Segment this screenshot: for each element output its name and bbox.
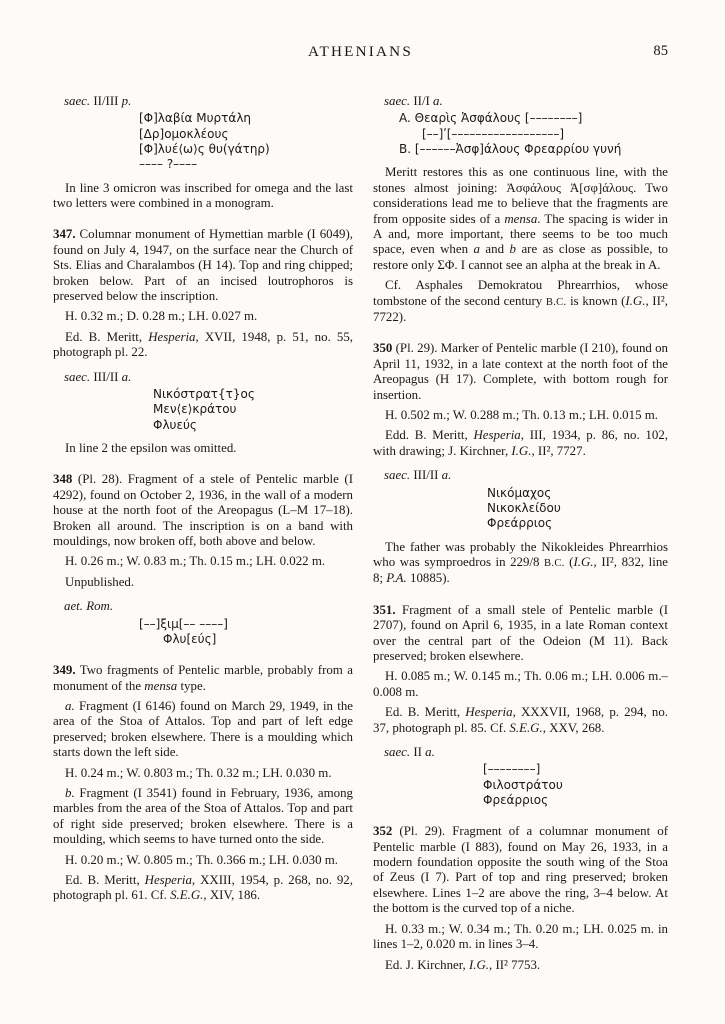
edition-line (373, 958, 668, 973)
greek-line: –––– ?–––– (139, 157, 198, 172)
text-run: Ed. J. Kirchner, (385, 957, 469, 972)
greek-inscription (373, 762, 668, 808)
text-run: 351. (373, 602, 396, 617)
entry-paragraph (373, 341, 668, 403)
greek-line: Φρεάρριος (487, 516, 553, 531)
text-run: II/III (90, 94, 122, 108)
greek-inscription (53, 387, 353, 433)
text-run: aet. Rom. (64, 599, 114, 614)
dimensions-line (373, 922, 668, 953)
text-run: 348 (53, 472, 73, 487)
date-heading (53, 94, 353, 109)
greek-line: [Δρ]ομοκλέους (139, 126, 229, 141)
text-run: (Pl. 29). Marker of Pentelic marble (I 210), found on April 11, 1932, in a late context at the north foot of the Areopagus (H 17). Complete, with bottom rough for insertion. (373, 341, 668, 402)
greek-line: [––]ξιμ[–– ––––] (139, 616, 228, 631)
text-run: , II², 832, line 8; (373, 554, 669, 586)
text-run: a. (121, 369, 132, 384)
greek-line: Φρεάρριος (483, 792, 549, 807)
text-run: Edd. B. Meritt, (385, 428, 474, 443)
greek-line: B. [––––––Ἀσφ]άλους Φρεαρρίου γυνή (399, 142, 622, 156)
left-column (53, 85, 353, 973)
text-run: , XVII, 1948, p. 51, no. 55, photograph pl. 22. (53, 329, 353, 360)
text-run: 352 (373, 824, 393, 839)
dimensions-line (373, 408, 668, 423)
text-run: II/I (410, 94, 434, 108)
paragraph (53, 575, 353, 590)
text-run: H. 0.26 m.; W. 0.83 m.; Th. 0.15 m.; LH. 0.022 m. (65, 554, 326, 569)
text-run: saec. (64, 369, 91, 384)
running-head: ATHENIANS (307, 43, 413, 60)
right-column (373, 85, 668, 973)
text-run: Cf. Asphales Demokratou Phrearrhios, whose tombstone of the second century (373, 278, 668, 308)
text-run: Ed. B. Meritt, (65, 329, 149, 344)
edition-line (373, 428, 668, 459)
greek-line: Φιλοστράτου (483, 777, 563, 792)
text-run: mensa (504, 211, 538, 226)
text-run: I.G. (511, 443, 532, 458)
greek-line: [Φ]λαβία Μυρτάλη (139, 111, 252, 126)
dimensions-line (53, 766, 353, 781)
text-run: 10885). (406, 571, 450, 586)
text-run: S.E.G. (509, 720, 543, 735)
text-run: are as close as possible, to restore only ΣΦ. I cannot see an alpha at the break in A. (373, 242, 668, 272)
text-run: mensa (144, 678, 178, 693)
text-run: P.A. (386, 571, 407, 586)
text-run: , II², 7727. (531, 443, 586, 458)
date-heading (373, 745, 668, 760)
text-run: a. (425, 744, 435, 759)
greek-line: [Φ]λυέ⟨ω⟩ς θυ(γάτηρ) (139, 142, 270, 156)
text-run: I.G. (573, 554, 594, 569)
text-run: II (410, 744, 426, 759)
text-run: Columnar monument of Hymettian marble (I 6049), found on July 4, 1947, on the surface near the Church of Sts. Elias and Charalambos (H 14). Top and ring chipped; broken below. Part of an incised loutrophoros is preserved below the inscription. (53, 227, 353, 304)
text-columns (53, 85, 668, 973)
text-run: , II² 7753. (489, 957, 541, 972)
text-run: saec. (384, 744, 411, 759)
text-run: type. (177, 678, 206, 693)
text-run: a. (441, 468, 452, 483)
text-run: Hesperia (148, 329, 196, 344)
text-run: Unpublished. (65, 574, 135, 589)
entry-paragraph (53, 663, 353, 694)
text-run: b. (65, 786, 75, 801)
text-run: a. (65, 699, 75, 714)
text-run: Hesperia (473, 428, 521, 443)
page-header (53, 44, 668, 62)
text-run: H. 0.20 m.; W. 0.805 m.; Th. 0.366 m.; LH. 0.030 m. (65, 852, 338, 867)
text-run: H. 0.24 m.; W. 0.803 m.; Th. 0.32 m.; LH. 0.030 m. (65, 765, 332, 780)
text-run: Hesperia (144, 873, 192, 888)
text-run: a. (433, 94, 443, 108)
edition-line (53, 330, 353, 361)
text-run: ( (564, 554, 574, 569)
greek-inscription (373, 486, 668, 532)
text-run: Fragment (I 3541) found in February, 1936, among marbles from the area of the Stoa of Attalos. Top and part of right side preserved; broken elsewhere. There is a moulding, which seems to have turned onto the side. (53, 786, 353, 847)
text-run: p. (121, 94, 132, 108)
paragraph (53, 699, 353, 761)
paragraph (373, 278, 668, 325)
greek-line: Νικοκλείδου (487, 500, 561, 515)
text-run: H. 0.085 m.; W. 0.145 m.; Th. 0.06 m.; LH. 0.006 m.–0.008 m. (373, 669, 668, 699)
greek-line: [––––––––] (483, 762, 541, 777)
text-run: I.G. (625, 293, 646, 308)
greek-line: Νικόμαχος (487, 485, 552, 500)
text-run: III/II (410, 468, 442, 483)
text-run: , III, 1934, p. 86, no. 102, with drawing; J. Kirchner, (373, 428, 668, 458)
text-run: Fragment of a small stele of Pentelic marble (I 2707), found on April 6, 1935, in a late Roman context over the central part of the Odeion (M 11). Back preserved; broken elsewhere. (373, 602, 668, 663)
entry-paragraph (373, 824, 668, 916)
text-run: S.E.G. (170, 888, 204, 903)
text-run: H. 0.502 m.; W. 0.288 m.; Th. 0.13 m.; LH. 0.015 m. (385, 407, 658, 422)
entry-paragraph (53, 227, 353, 304)
paragraph (373, 540, 668, 587)
text-run: a (473, 242, 480, 257)
text-run: and (479, 242, 510, 257)
greek-line: Φλυεύς (153, 417, 197, 432)
entry-paragraph (373, 603, 668, 665)
paragraph (53, 441, 353, 456)
text-run: B.C. (544, 557, 565, 569)
paragraph (373, 165, 668, 273)
paragraph (53, 786, 353, 848)
greek-inscription (373, 111, 668, 157)
text-run: In line 2 the epsilon was omitted. (65, 440, 237, 455)
page-number: 85 (653, 43, 668, 59)
text-run: saec. (384, 468, 411, 483)
date-heading (53, 370, 353, 385)
text-run: I.G. (468, 957, 490, 972)
greek-line: Φλυ[εύς] (163, 631, 217, 646)
entry-paragraph (53, 472, 353, 549)
text-run: (Pl. 28). Fragment of a stele of Pentelic marble (I 4292), found on October 2, 1936, in the wall of a modern house at the north foot of the Areopagus (L–M 17–18). Broken all around. The inscription is on a band with mouldings, now broken off, both above and below. (53, 472, 353, 548)
text-run: , XXIII, 1954, p. 268, no. 92, photograph pl. 61. Cf. (53, 873, 353, 903)
greek-line: [––]ʹ[––––––––––––––––––] (422, 126, 565, 141)
text-run: Two fragments of Pentelic marble, probably from a monument of the (53, 663, 353, 693)
date-heading (373, 94, 668, 109)
dimensions-line (53, 554, 353, 569)
greek-inscription (53, 617, 353, 648)
text-run: H. 0.32 m.; D. 0.28 m.; LH. 0.027 m. (65, 309, 258, 324)
text-run: saec. (64, 94, 91, 108)
text-run: 350 (373, 341, 393, 356)
text-run: The father was probably the Nikokleides Phrearrhios who was symproedros in 229/8 (373, 539, 668, 569)
text-run: , XXXVII, 1968, p. 294, no. 37, photograph pl. 85. Cf. (373, 705, 668, 735)
date-heading (373, 468, 668, 483)
greek-line: A. Θεαρὶς Ἀσφάλους [––––––––] (399, 111, 583, 126)
date-heading (53, 599, 353, 614)
text-run: is known ( (566, 293, 626, 308)
paragraph (53, 181, 353, 212)
text-run: . The spacing is wider in A and, more important, there seems to be too much space, even when (373, 211, 669, 257)
text-run: In line 3 omicron was inscribed for omega and the last two letters were combined in a monogram. (53, 180, 353, 210)
text-run: Meritt restores this as one continuous line, with the stones almost joining: Ἀσφάλους Ἀ[σφ]άλους. Two considerations lead me to believe that the fragments are from opposite sides of a (373, 165, 668, 226)
greek-inscription (53, 111, 353, 172)
text-run: saec. (384, 94, 411, 108)
greek-line: Μεν⟨ε⟩κράτου (153, 402, 237, 417)
text-run: Fragment (I 6146) found on March 29, 1949, in the area of the Stoa of Attalos. Top and part of left edge preserved; broken elsewhere. There is a moulding which starts down the left side. (53, 699, 353, 760)
text-run: Ed. B. Meritt, (385, 705, 466, 720)
text-run: , XXV, 268. (542, 720, 605, 735)
text-run: H. 0.33 m.; W. 0.34 m.; Th. 0.20 m.; LH. 0.025 m. in lines 1–2, 0.020 m. in lines 3–4. (373, 921, 668, 952)
dimensions-line (53, 853, 353, 868)
dimensions-line (373, 669, 668, 700)
dimensions-line (53, 309, 353, 324)
edition-line (373, 705, 668, 736)
text-run: , XIV, 186. (203, 888, 261, 903)
edition-line (53, 873, 353, 904)
text-run: III/II (90, 369, 122, 384)
text-run: Ed. B. Meritt, (65, 873, 145, 888)
text-run: , II², 7722). (373, 293, 668, 324)
text-run: 347. (53, 227, 76, 242)
text-run: (Pl. 29). Fragment of a columnar monument of Pentelic marble (I 883), found on May 26, 1933, in a modern foundation opposite the south wing of the Stoa of Zeus (I 7). Part of top and ring preserved; broken elsewhere. Lines 1–2 are above the ring, 3–4 below. At the bottom is the curved top of a niche. (373, 824, 668, 916)
text-run: 349. (53, 663, 76, 678)
text-run: Hesperia (465, 705, 513, 720)
text-run: B.C. (545, 296, 567, 308)
text-run: b (509, 242, 516, 257)
greek-line: Νικόστρατ{τ}ος (153, 387, 255, 402)
